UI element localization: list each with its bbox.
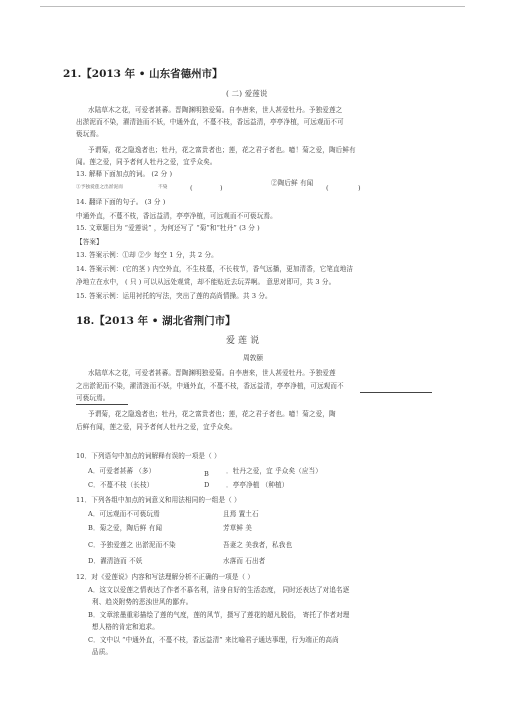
- q21-q13-blank2-open: (: [326, 184, 329, 192]
- page-top-rule: [40, 6, 465, 7]
- q12-option-a-line1: A．这文以爱莲之情表达了作者不慕名利，洁身自好的生活态度， 同时还表达了对追名逐: [88, 586, 350, 594]
- q18-underline-2: [76, 404, 128, 405]
- q18-p1-line3: 可亵玩焉。: [76, 394, 110, 402]
- q21-subtitle: ( 二) 爱莲说: [226, 89, 268, 98]
- q12-option-b-line1: B．文章浓墨重彩描绘了莲的气度，莲的风节，摄写了莲花的超凡脱俗， 寄托了作者对理: [88, 611, 350, 619]
- q18-heading: 18.【2013 年 • 湖北省荆门市】: [76, 315, 236, 327]
- answer-label: 【答案】: [76, 238, 103, 246]
- q21-heading: 21.【2013 年 • 山东省德州市】: [63, 68, 223, 80]
- q21-q13: 13. 解释下面加点的词。 (2 分 ): [76, 170, 173, 178]
- q10-option-c: C．不蔓不枝（长枝）: [88, 481, 154, 489]
- q18-underline-1: [360, 392, 432, 393]
- q10-option-b-label: B: [204, 470, 209, 478]
- q21-q14: 14. 翻译下面的句子。 (3 分 ): [76, 198, 166, 206]
- q11-option-b-left: B．菊之爱，陶后鲜 有闻: [88, 524, 163, 532]
- q21-p1-line1: 水陆草木之花，可爱者甚蕃。晋陶渊明独爱菊。自李唐来，世人甚爱牡丹。予独爱莲之: [88, 106, 343, 114]
- q21-p1-line3: 亵玩焉。: [76, 130, 103, 138]
- q21-p2-line1: 予谓菊，花之隐逸者也；牡丹，花之富贵者也；莲，花之君子者也。噫！菊之爱，陶后鲜有: [88, 146, 356, 154]
- q10-option-b: ．牡丹之爱，宜 乎众矣（应当）: [226, 467, 322, 475]
- q11-option-a-right: 且焉 置土石: [223, 510, 259, 518]
- q12-option-c-line1: C．文中以 “中通外直，不蔓不枝，香远益清” 来比喻君子通达事理，行为端正的高尚: [88, 636, 339, 644]
- q11-option-c-left: C．予独爱莲之 出淤泥而不染: [88, 541, 176, 549]
- q11-option-c-right: 吾妻之 美我者，私我也: [223, 541, 293, 549]
- q21-q13-blank1-close: ): [220, 184, 223, 192]
- q12-option-c-line2: 品质。: [92, 648, 113, 656]
- q21-q13-blank1-open: (: [190, 184, 193, 192]
- q10-option-d-label: D: [204, 481, 210, 489]
- q11-stem: 11．下列各组中加点的词意义和用法相同的一组是（ ）: [76, 496, 241, 504]
- q11-option-d-right: 水落而 石出者: [223, 557, 266, 565]
- q18-author: 周敦颐: [243, 354, 264, 362]
- q10-option-a: A．可爱者甚蕃 （多）: [88, 467, 156, 475]
- q21-q13-item1: ①予独爱莲之出淤泥而: [76, 185, 123, 190]
- q12-option-a-line2: 利、趋炎附势的恶浊世风的鄙弃。: [92, 598, 193, 606]
- q18-title: 爱 莲 说: [226, 336, 260, 346]
- q21-p2-line2: 闻。莲之爱，同予者何人牡丹之爱，宜乎众矣。: [76, 158, 217, 166]
- q12-option-b-line2: 想人格的肯定和追求。: [92, 623, 159, 631]
- q21-q14-text: 中通外直，不蔓不枝，香远益清，亭亭净植，可远观而不可亵玩焉。: [76, 212, 277, 220]
- answer-13: 13. 答案示例：①却 ②少 每空 1 分，共 2 分。: [76, 251, 218, 259]
- q18-p1-line2: 之出淤泥而不染，濯清涟而不妖，中通外直，不蔓不枝，香远益清，亭亭净植，可远观而不: [76, 382, 344, 390]
- q21-q15: 15. 文章题目为 “爱莲说” ，为何还写了 “菊”和“牡丹” (3 分 ): [76, 224, 260, 232]
- q21-p1-line2: 出淤泥而不染，濯清涟而不妖，中通外直，不蔓不枝，香远益清，亭亭净植，可远观而不可: [76, 118, 344, 126]
- q21-q13-item2: ②陶后鲜 有闻: [271, 179, 314, 187]
- answer-14-line1: 14. 答案示例：(它的茎 ) 内空外直，不生枝蔓，不长枝节，香气远播，更加清香，它笔直地洁: [76, 265, 354, 273]
- q10-stem: 10．下列语句中加点的词解释有误的一项是（ ）: [76, 452, 221, 460]
- q18-p2-line2: 后鲜有闻，莲之爱，同予者何人牡丹之爱，宜乎众矣。: [76, 423, 237, 431]
- q11-option-d-left: D．濯清涟而 不妖: [88, 557, 143, 565]
- q21-q13-blank2-close: ): [358, 184, 361, 192]
- answer-15: 15. 答案示例：运用衬托的写法，突出了莲的高尚情操。共 3 分。: [76, 292, 272, 300]
- q21-q13-item1-tail: 不染: [158, 185, 168, 190]
- answer-14-line2: 净地立在水中， ( 只 ) 可以从远处观赏，却不能贴近去玩弄啊。 意思对即可，共 3 分。: [76, 278, 336, 286]
- q18-p2-line1: 予谓菊，花之隐逸者也；牡丹，花之富贵者也；莲，花之君子者也。噫！菊之爱，陶: [88, 410, 336, 418]
- q11-option-b-right: 芳草鲜 美: [223, 524, 252, 532]
- q11-option-a-left: A．可远观而不可亵玩焉: [88, 510, 160, 518]
- q10-option-d: ．亭亭净植 （种植）: [226, 481, 289, 489]
- q18-p1-line1: 水陆草木之花，可爱者甚蕃。晋陶渊明独爱菊。自李唐来，世人甚爱牡丹。予独爱莲: [88, 369, 336, 377]
- q12-stem: 12．对《爱莲说》内容和写法理解分析不正确的一项是（ ）: [76, 573, 255, 581]
